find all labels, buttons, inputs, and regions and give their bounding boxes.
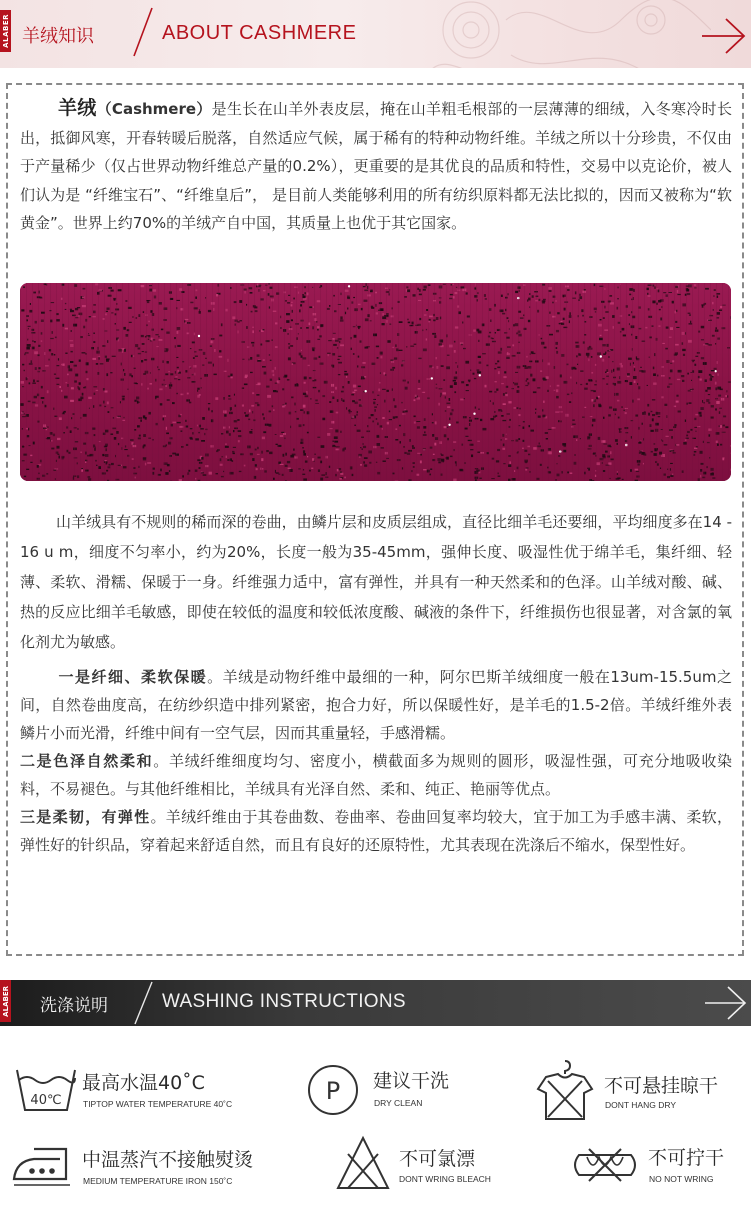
no-hang-dry-icon bbox=[534, 1057, 596, 1123]
intro-lead: 羊绒 bbox=[58, 97, 97, 119]
divider-slash bbox=[130, 980, 156, 1026]
intro-lead-en: （Cashmere） bbox=[96, 100, 212, 118]
care-title: 不可悬挂晾干 bbox=[604, 1075, 719, 1097]
brand-tab bbox=[0, 980, 11, 1022]
brand-tab-text: ALABER bbox=[1, 985, 10, 1017]
care-sub: DRY CLEAN bbox=[374, 1098, 423, 1108]
section-title-en: WASHING INSTRUCTIONS bbox=[162, 991, 406, 1012]
brand-tab-text: ALABER bbox=[1, 14, 10, 48]
arrow-right-icon bbox=[703, 984, 749, 1022]
cashmere-fabric-image bbox=[20, 283, 731, 481]
feature-heading: 二是色泽自然柔和 bbox=[20, 752, 154, 770]
care-item-dry-clean bbox=[300, 1060, 500, 1120]
dry-clean-icon bbox=[306, 1063, 360, 1117]
care-item-no-wring bbox=[565, 1135, 751, 1195]
section-title-en: ABOUT CASHMERE bbox=[162, 22, 357, 44]
care-title: 最高水温40˚C bbox=[82, 1072, 205, 1094]
wash-tub-temp: 40℃ bbox=[30, 1093, 62, 1108]
section-title-cn: 羊绒知识 bbox=[22, 26, 94, 47]
washing-instructions-banner bbox=[0, 980, 751, 1026]
divider-slash bbox=[128, 6, 158, 58]
intro-paragraph bbox=[20, 94, 732, 238]
feature-heading: 三是柔韧，有弹性 bbox=[20, 808, 151, 826]
care-item-iron bbox=[0, 1135, 300, 1195]
care-title: 中温蒸汽不接触熨烫 bbox=[82, 1149, 254, 1171]
care-sub: TIPTOP WATER TEMPERATURE 40˚C bbox=[83, 1099, 233, 1109]
care-item-no-hang-dry bbox=[528, 1055, 751, 1125]
care-title: 建议干洗 bbox=[373, 1070, 450, 1092]
fabric-texture bbox=[20, 283, 731, 481]
no-wring-icon bbox=[569, 1147, 641, 1183]
feature-item bbox=[20, 663, 732, 747]
iron-icon bbox=[10, 1145, 74, 1189]
about-cashmere-banner bbox=[0, 0, 751, 68]
care-sub: DONT WRING BLEACH bbox=[399, 1174, 491, 1184]
fiber-paragraph bbox=[20, 507, 732, 657]
features-block bbox=[20, 663, 732, 859]
care-sub: DONT HANG DRY bbox=[605, 1100, 677, 1110]
care-sub: MEDIUM TEMPERATURE IRON 150˚C bbox=[83, 1176, 233, 1186]
wash-tub-icon bbox=[15, 1066, 77, 1114]
feature-heading: 一是纤细、柔软保暖 bbox=[58, 668, 208, 686]
care-item-water-temp bbox=[0, 1060, 250, 1120]
dry-clean-letter: P bbox=[325, 1077, 341, 1105]
floral-decoration bbox=[411, 0, 711, 68]
fiber-text: 山羊绒具有不规则的稀而深的卷曲，由鳞片层和皮质层组成，直径比细羊毛还要细，平均细度多在14 - 16 u m，细度不匀率小，约为20%，长度一般为35-45mm，强伸长度、吸湿性优于绵羊毛，集纤细、轻薄、柔软、滑糯、保暖于一身。纤维强力适中，富有弹性，并具有一种天然柔和的色泽。山羊绒对酸、碱、热的反应比细羊毛敏感，即使在较低的温度和较低浓度酸、碱液的条件下，纤维损伤也很显著，对含氯的氧化剂尤为敏感。 bbox=[20, 513, 732, 651]
section-title-cn: 洗涤说明 bbox=[40, 996, 108, 1016]
care-item-no-bleach bbox=[330, 1132, 530, 1198]
care-sub: NO NOT WRING bbox=[649, 1174, 714, 1184]
care-title: 不可氯漂 bbox=[399, 1148, 476, 1170]
feature-text: 。羊绒纤维由于其卷曲数、卷曲率、卷曲回复率均较大，宜于加工为手感丰满、柔软，弹性好的针织品，穿着起来舒适自然，而且有良好的还原特性，尤其表现在洗涤后不缩水，保型性好。 bbox=[20, 808, 732, 854]
feature-text: 。羊绒纤维细度均匀、密度小，横截面多为规则的圆形，吸湿性强，可充分地吸收染料，不易褪色。与其他纤维相比，羊绒具有光泽自然、柔和、纯正、艳丽等优点。 bbox=[20, 752, 732, 798]
intro-body: 是生长在山羊外表皮层，掩在山羊粗毛根部的一层薄薄的细绒，入冬寒冷时长出，抵御风寒，开春转暖后脱落，自然适应气候，属于稀有的特种动物纤维。羊绒之所以十分珍贵，不仅由于产量稀少（仅占世界动物纤维总产量的0.2%），更重要的是其优良的品质和特性，交易中以克论价，被人们认为是 “纤维宝石”、“纤维皇后”， 是目前人类能够利用的所有纺织原料都无法比拟的，因而又被称为“软黄金”。世界上约70%的羊绒产自中国，其质量上也优于其它国家。 bbox=[20, 100, 732, 232]
brand-tab bbox=[0, 10, 11, 52]
care-title: 不可拧干 bbox=[648, 1147, 725, 1169]
feature-item bbox=[20, 747, 732, 803]
feature-item bbox=[20, 803, 732, 859]
no-bleach-icon bbox=[334, 1134, 392, 1192]
feature-text: 。羊绒是动物纤维中最细的一种，阿尔巴斯羊绒细度一般在13um-15.5um之间，自然卷曲度高，在纺纱织造中排列紧密，抱合力好，所以保暖性好，是羊毛的1.5-2倍。羊绒纤维外表鳞片小而光滑，纤维中间有一空气层，因而其重量轻，手感滑糯。 bbox=[20, 668, 732, 742]
arrow-right-icon bbox=[700, 16, 748, 56]
